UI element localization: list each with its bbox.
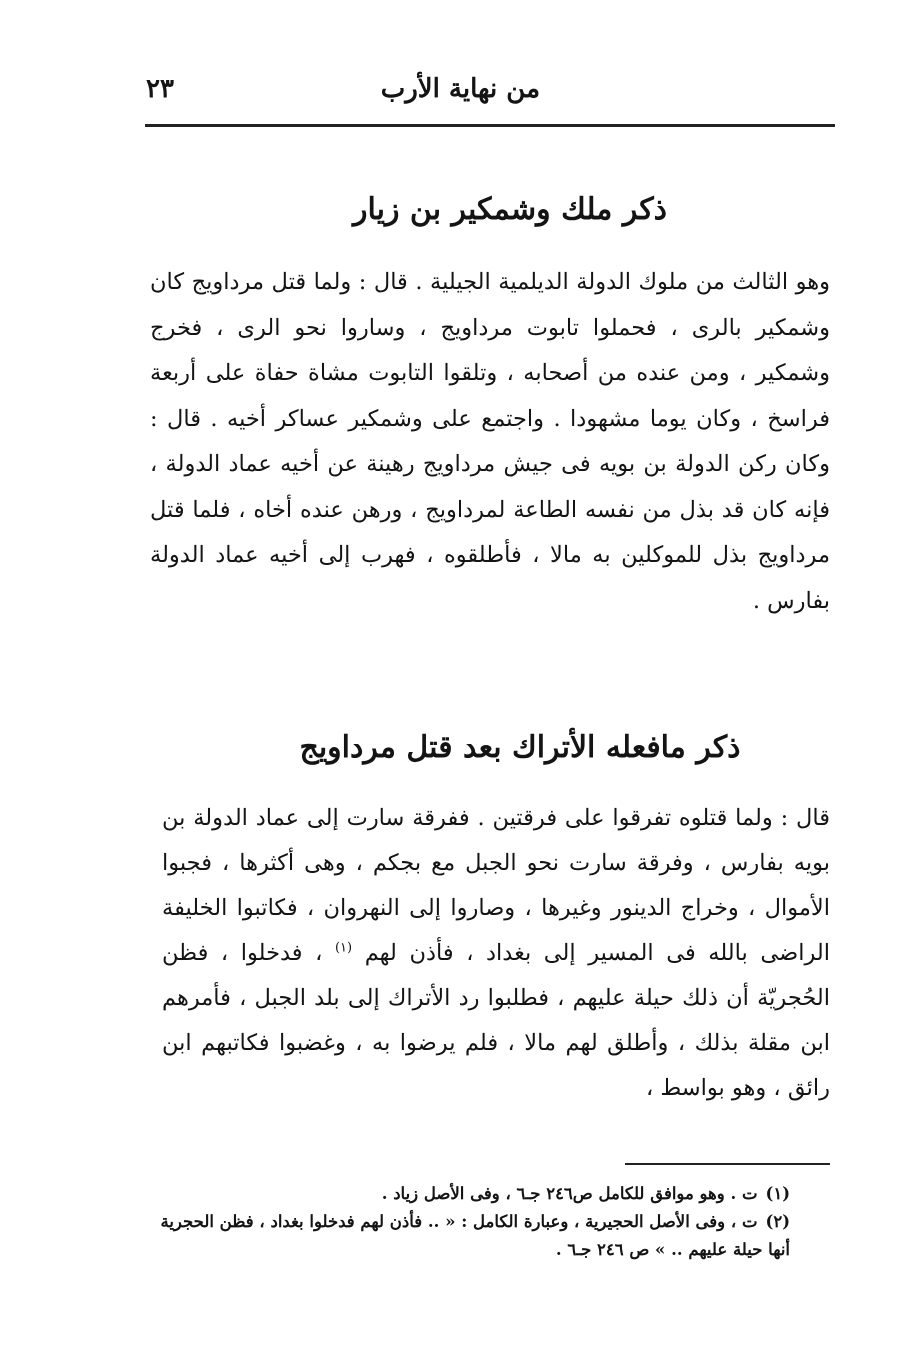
section-turks [150, 718, 830, 1111]
section-paragraph [150, 796, 830, 1111]
section-heading: ذكر مافعله الأتراك بعد قتل مرداويج [299, 730, 741, 765]
running-header [140, 70, 830, 122]
paragraph-text-part-2: ، فدخلوا ، فظن الحُجريّة أن ذلك حيلة عليهم ، فطلبوا رد الأتراك إلى بلد الجبل ، فأمرهم ابن مقلة بذلك ، وأطلق لهم مالا ، فلم يرضوا به ، وغضبوا فكاتبهم ابن رائق ، وهو بواسط ، [162, 940, 830, 1101]
section-wushmagir [150, 180, 830, 624]
footnote-reference[interactable]: (١) [334, 940, 353, 956]
footnote-text: ت ، وفى الأصل الحجيرية ، وعبارة الكامل : « .. فأذن لهم فدخلوا بغداد ، فظن الحجرية أنها حيلة عليهم .. » ص ٢٤٦ جـ٦ . [160, 1212, 790, 1259]
footnote-text: ت . وهو موافق للكامل ص٢٤٦ جـ٦ ، وفى الأصل زياد . [381, 1184, 758, 1203]
footnote-rule [625, 1163, 830, 1165]
paragraph-text-part-1: قال : ولما قتلوه تفرقوا على فرقتين . ففرقة سارت إلى عماد الدولة بن بويه بفارس ، وفرقة سارت نحو الجبل مع بجكم ، وهى أكثرها ، فجبوا الأموال ، وخراج الدينور وغيرها ، وصاروا إلى النهروان ، فكاتبوا الخليفة الراضى بالله فى المسير إلى بغداد ، فأذن لهم [162, 805, 831, 966]
footnotes [150, 1180, 828, 1264]
section-heading: ذكر ملك وشمكير بن زيار [352, 192, 668, 227]
footnote-marker: (١) [765, 1184, 790, 1203]
header-rule [145, 124, 835, 127]
footnote-1 [150, 1180, 828, 1208]
page-number: ٢٣ [146, 74, 174, 104]
footnote-2 [150, 1208, 828, 1264]
footnote-marker: (٢) [765, 1212, 790, 1231]
running-title: من نهاية الأرب [380, 74, 540, 104]
section-paragraph: وهو الثالث من ملوك الدولة الديلمية الجيلية . قال : ولما قتل مرداويج كان وشمكير بالرى ، فحملوا تابوت مرداويج ، وساروا نحو الرى ، فخرج وشمكير ، ومن عنده من أصحابه ، وتلقوا التابوت مشاة حفاة على أربعة فراسخ ، وكان يوما مشهودا . واجتمع على وشمكير عساكر أخيه . قال : وكان ركن الدولة بن بويه فى جيش مرداويج رهينة عن أخيه عماد الدولة ، فإنه كان قد بذل من نفسه الطاعة لمرداويج ، ورهن عنده أخاه ، فلما قتل مرداويج بذل للموكلين به مالا ، فأطلقوه ، فهرب إلى أخيه عماد الدولة بفارس . [150, 269, 830, 614]
